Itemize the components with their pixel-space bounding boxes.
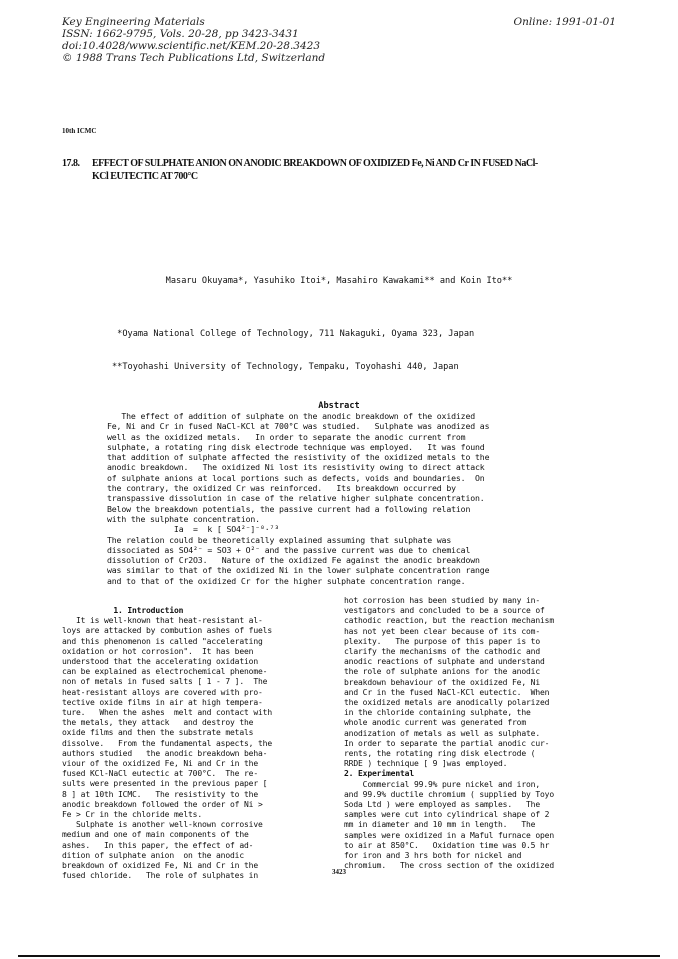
copyright-line: © 1988 Trans Tech Publications Ltd, Switzerland — [62, 52, 326, 64]
doi-line: doi:10.4028/www.scientific.net/KEM.20-28.3423 — [62, 40, 321, 52]
abstract-line: sulphate, a rotating ring disk electrode technique was employed. It was found — [107, 441, 485, 452]
title-number: 17.8. — [62, 158, 80, 169]
text-line: for iron and 3 hrs both for nickel and — [344, 851, 522, 861]
text-line: and Cr in the fused NaCl-KCl eutectic. When — [344, 687, 550, 697]
text-line: and 99.9% ductile chromium ( supplied by Toyo — [344, 789, 554, 799]
text-line: RRDE ) technique [ 9 ]was employed. — [344, 759, 508, 769]
right-column — [344, 596, 616, 871]
section-label: 10th ICMC — [62, 127, 97, 135]
text-line: understood that the accelerating oxidation — [62, 657, 258, 667]
text-line: can be explained as electrochemical phenome- — [62, 667, 268, 677]
text-line: the oxidized metals are anodically polarized — [344, 698, 550, 708]
text-line: medium and one of main components of the — [62, 830, 249, 840]
abstract-line: with the sulphate concentration. — [107, 513, 260, 524]
text-line: anodic breakdown followed the order of Ni > — [62, 799, 263, 809]
abstract-line: The relation could be theoretically explained assuming that sulphate was — [107, 534, 452, 545]
affiliations — [112, 307, 474, 384]
text-line: the metals, they attack and destroy the — [62, 718, 254, 728]
text-line: In order to separate the partial anodic cur- — [344, 738, 550, 748]
journal-name: Key Engineering Materials — [62, 16, 205, 28]
text-line: clarify the mechanisms of the cathodic and — [344, 647, 540, 657]
text-line: samples were cut into cylindrical shape of 2 — [344, 810, 550, 820]
title-line-2: KCl EUTECTIC AT 700°C — [92, 171, 198, 182]
text-line: and this phenomenon is called "accelerating — [62, 636, 263, 646]
text-line: samples were oxidized in a Maful furnace open — [344, 830, 554, 840]
text-line: heat-resistant alloys are covered with pro- — [62, 687, 263, 697]
text-line: anodic reactions of sulphate and understand — [344, 657, 545, 667]
abstract-line: The effect of addition of sulphate on the anodic breakdown of the oxidized — [107, 411, 476, 421]
affiliation-2: **Toyohashi University of Technology, Tempaku, Toyohashi 440, Japan — [112, 362, 459, 372]
left-column — [62, 606, 334, 881]
abstract-line: well as the oxidized metals. In order to separate the anodic current from — [107, 431, 466, 442]
text-line: in the chloride containing sulphate, the — [344, 708, 531, 718]
text-line: mm in diameter and 10 mm in length. The — [344, 820, 536, 830]
text-line: non of metals in fused salts [ 1 - 7 ]. The — [62, 677, 268, 687]
text-line: dition of sulphate anion on the anodic — [62, 850, 244, 860]
text-line: has not yet been clear because of its com- — [344, 626, 540, 636]
author-list: Masaru Okuyama*, Yasuhiko Itoi*, Masahiro Kawakami** and Koin Ito** — [165, 276, 513, 286]
abstract-body — [107, 411, 577, 586]
abstract-line: dissolution of Cr2O3. Nature of the oxidized Fe against the anodic breakdown — [107, 555, 480, 566]
text-line: rents, the rotating ring disk electrode ( — [344, 749, 536, 759]
text-line: fused KCl-NaCl eutectic at 700°C. The re- — [62, 769, 258, 779]
text-line: loys are attacked by combution ashes of fuels — [62, 626, 272, 636]
bottom-rule — [18, 955, 660, 957]
text-line: oxidation or hot corrosion". It has been — [62, 646, 254, 656]
paper-title — [62, 157, 622, 183]
online-date: Online: 1991-01-01 — [513, 16, 616, 28]
abstract-line: was similar to that of the oxidized Ni in the lower sulphate concentration range — [107, 565, 490, 576]
text-line: whole anodic current was generated from — [344, 718, 526, 728]
text-line: 2. Experimental — [344, 769, 414, 779]
text-line: ture. When the ashes melt and contact with — [62, 708, 272, 718]
abstract-line: Ia = k [ SO4²⁻]⁻⁰·⁷³ — [107, 524, 280, 535]
abstract-line: anodic breakdown. The oxidized Ni lost its resistivity owing to direct attack — [107, 462, 485, 473]
title-line-1: EFFECT OF SULPHATE ANION ON ANODIC BREAKDOWN OF OXIDIZED Fe, Ni AND Cr IN FUSED NaCl- — [92, 158, 538, 169]
text-line: plexity. The purpose of this paper is to — [344, 636, 540, 646]
text-line: sults were presented in the previous paper [ — [62, 779, 268, 789]
text-line: authors studied the anodic breakdown beha- — [62, 748, 268, 758]
page-number: 3423 — [332, 868, 346, 876]
text-line: anodization of metals as well as sulphate. — [344, 728, 540, 738]
text-line: 8 ] at 10th ICMC. The resistivity to the — [62, 789, 258, 799]
text-line: chromium. The cross section of the oxidized — [344, 861, 554, 871]
abstract-line: that addition of sulphate affected the resistivity of the oxidized metals to the — [107, 452, 490, 463]
text-line: ashes. In this paper, the effect of ad- — [62, 840, 254, 850]
text-line: Sulphate is another well-known corrosive — [62, 820, 263, 830]
text-line: It is well-known that heat-resistant al- — [62, 616, 263, 626]
abstract-heading: Abstract — [318, 401, 360, 411]
abstract-line: and to that of the oxidized Cr for the higher sulphate concentration range. — [107, 575, 466, 586]
text-line: the role of sulphate anions for the anodic — [344, 667, 540, 677]
abstract-line: the contrary, the oxidized Cr was reinforced. Its breakdown occurred by — [107, 483, 456, 494]
text-line: Soda Ltd ) were employed as samples. The — [344, 800, 540, 810]
text-line: viour of the oxidized Fe, Ni and Cr in the — [62, 759, 258, 769]
text-line: oxide films and then the substrate metals — [62, 728, 254, 738]
abstract-line: dissociated as SO4²⁻ = SO3 + O²⁻ and the passive current was due to chemical — [107, 544, 471, 555]
text-line: breakdown of oxidized Fe, Ni and Cr in the — [62, 861, 258, 871]
text-line: vestigators and concluded to be a source of — [344, 606, 545, 616]
text-line: to air at 850°C. Oxidation time was 0.5 hr — [344, 840, 550, 850]
abstract-line: transpassive dissolution in case of the relative higher sulphate concentration. — [107, 493, 485, 504]
text-line: fused chloride. The role of sulphates in — [62, 871, 258, 881]
text-line: tective oxide films in air at high tempera- — [62, 697, 263, 707]
text-line: Fe > Cr in the chloride melts. — [62, 810, 202, 820]
text-line: breakdown behaviour of the oxidized Fe, Ni — [344, 677, 540, 687]
text-line: cathodic reaction, but the reaction mechanism — [344, 616, 554, 626]
text-line: Commercial 99.9% pure nickel and iron, — [344, 779, 540, 789]
journal-header — [62, 16, 325, 64]
affiliation-1: *Oyama National College of Technology, 711 Nakaguki, Oyama 323, Japan — [112, 329, 475, 339]
text-line: dissolve. From the fundamental aspects, the — [62, 738, 272, 748]
abstract-line: Fe, Ni and Cr in fused NaCl-KCl at 700°C was studied. Sulphate was anodized as — [107, 421, 490, 432]
abstract-line: Below the breakdown potentials, the passive current had a following relation — [107, 503, 471, 514]
abstract-line: of sulphate anions at local portions such as defects, voids and boundaries. On — [107, 472, 485, 483]
text-line: hot corrosion has been studied by many in- — [344, 596, 540, 605]
issn-line: ISSN: 1662-9795, Vols. 20-28, pp 3423-3431 — [62, 28, 299, 40]
text-line: 1. Introduction — [62, 606, 184, 615]
